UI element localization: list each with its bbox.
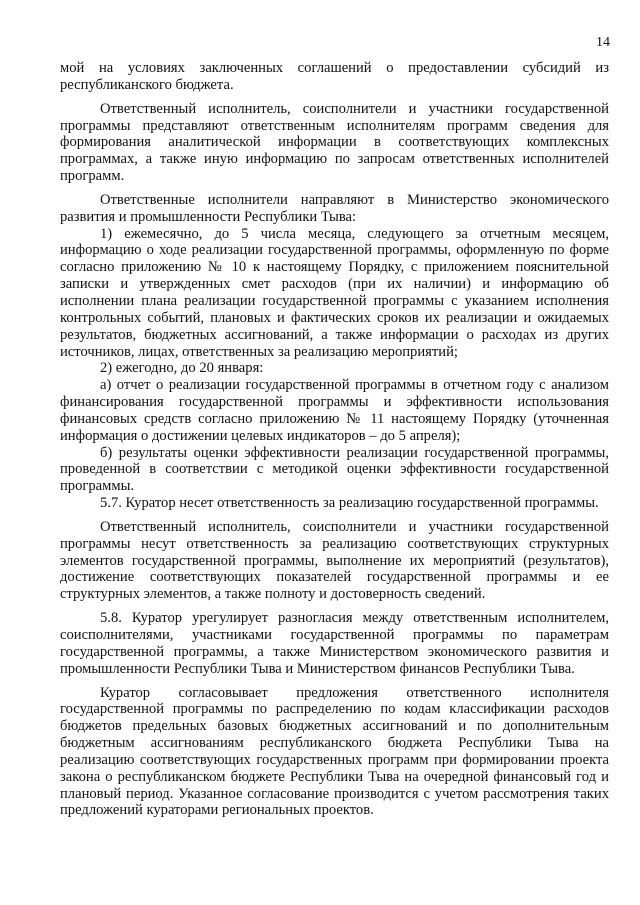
paragraph-continuation: мой на условиях заключенных соглашений о предоставлении субсидий из республиканского бюджета.	[60, 60, 609, 93]
paragraph-reporting-info: Ответственный исполнитель, соисполнители и участники государственной программы представляют ответственным исполнителям программ сведения для формирования аналитической информации в соответствующих комплексных программах, а также иную информацию по запросам ответственных исполнителей программ.	[60, 100, 609, 185]
paragraph-responsibility: Ответственный исполнитель, соисполнители и участники государственной программы несут ответственность за реализацию соответствующих структурных элементов государственной программы, выполнение их мероприятий (результатов), достижение соответствующих показателей государственной программы и ее структурных элементов, а также полноту и достоверность сведений.	[60, 518, 609, 603]
document-body	[60, 60, 609, 819]
list-subitem-b: б) результаты оценки эффективности реализации государственной программы, проведенной в соответствии с методикой оценки эффективности государственной программы.	[60, 444, 609, 495]
paragraph-curator-approval: Куратор согласовывает предложения ответственного исполнителя государственной программы по распределению по кодам классификации расходов бюджетов предельных базовых бюджетных ассигнований и по дополнительным бюджетным ассигнованиям республиканского бюджета Республики Тыва на реализацию соответствующих государственных программ при формировании проекта закона о республиканском бюджете Республики Тыва на очередной финансовый год и плановый период. Указанное согласование производится с учетом рассмотрения таких предложений кураторами региональных проектов.	[60, 684, 609, 819]
clause-5-8: 5.8. Куратор урегулирует разногласия между ответственным исполнителем, соисполнителями, участниками государственной программы по параметрам государственной программы, а также Министерством экономического развития и промышленности Республики Тыва и Министерством финансов Республики Тыва.	[60, 610, 609, 677]
page-number: 14	[596, 35, 610, 50]
list-subitem-a: а) отчет о реализации государственной программы в отчетном году с анализом финансирования государственной программы и эффективности использования финансовых средств согласно приложению № 11 настоящему Порядку (уточненная информация о достижении целевых индикаторов – до 5 апреля);	[60, 377, 609, 444]
list-item-annually: 2) ежегодно, до 20 января:	[100, 360, 264, 377]
paragraph-submission-intro: Ответственные исполнители направляют в Министерство экономического развития и промышленности Республики Тыва:	[60, 191, 609, 225]
list-item-monthly: 1) ежемесячно, до 5 числа месяца, следующего за отчетным месяцем, информацию о ходе реализации государственной программы, оформленную по форме согласно приложению № 10 к настоящему Порядку, с приложением пояснительной записки и утвержденных смет расходов (при их наличии) и информацию об исполнении плана реализации государственной программы с указанием исполнения контрольных событий, плановых и фактических сроков их реализации и ожидаемых результатов, бюджетных ассигнований, а также информации о расходах из других источников, лицах, ответственных за реализацию мероприятий;	[60, 225, 609, 360]
clause-5-7: 5.7. Куратор несет ответственность за реализацию государственной программы.	[100, 495, 599, 512]
